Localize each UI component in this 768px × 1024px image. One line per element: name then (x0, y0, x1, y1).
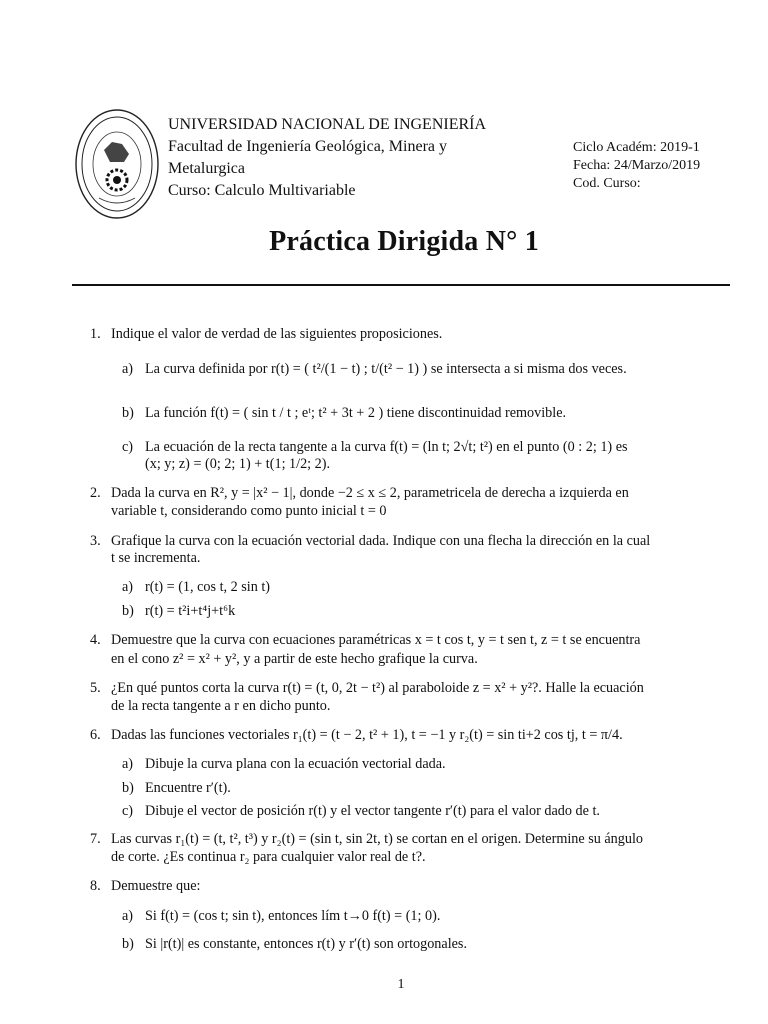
problem-text: r(t) = (1, cos t, 2 sin t) (145, 579, 271, 595)
problem-text: La curva definida por r(t) = ( t²/(1 − t) ; t/(t² − 1) ) se intersecta a si misma dos veces. (145, 361, 627, 377)
problem-text: en el cono z² = x² + y², y a partir de este hecho grafique la curva. (111, 651, 478, 667)
problem-text: de corte. ¿Es continua r₂ para cualquier valor real de t?. (111, 849, 426, 865)
problem-number: b) (122, 936, 134, 952)
problem-text: variable t, considerando como punto inicial t = 0 (111, 503, 387, 519)
problem-number: a) (122, 756, 134, 772)
problem-number: 2. (90, 485, 101, 501)
problem-text: Demuestre que: (111, 878, 201, 894)
problem-text: Las curvas r₁(t) = (t, t², t³) y r₂(t) = (sin t, sin 2t, t) se cortan en el origen. Determine su ángulo (111, 831, 644, 847)
university-seal-logo (74, 108, 160, 220)
problem-text: Demuestre que la curva con ecuaciones paramétricas x = t cos t, y = t sen t, z = t se encuentra (111, 632, 641, 648)
problem-number: a) (122, 579, 134, 595)
course-name: Curso: Calculo Multivariable (168, 182, 356, 199)
problem-number: 7. (90, 831, 101, 847)
problem-text: Indique el valor de verdad de las siguientes proposiciones. (111, 326, 443, 342)
problem-number: a) (122, 908, 134, 924)
problem-text: Dibuje la curva plana con la ecuación vectorial dada. (145, 756, 446, 772)
problem-number: 5. (90, 680, 101, 696)
problem-text: (x; y; z) = (0; 2; 1) + t(1; 1/2; 2). (145, 456, 331, 472)
problem-number: c) (122, 803, 134, 819)
problem-number: 6. (90, 727, 101, 743)
problem-number: c) (122, 439, 134, 455)
problem-text: Encuentre r′(t). (145, 780, 231, 796)
problem-number: 1. (90, 326, 101, 342)
cod-curso: Cod. Curso: (573, 176, 641, 191)
problem-text: Si f(t) = (cos t; sin t), entonces lím t→0 f(t) = (1; 0). (145, 908, 441, 924)
ciclo: Ciclo Académ: 2019-1 (573, 140, 700, 155)
problem-text: Dadas las funciones vectoriales r₁(t) = (t − 2, t² + 1), t = −1 y r₂(t) = sin ti+2 cos tj, t = π/4. (111, 727, 623, 743)
fecha: Fecha: 24/Marzo/2019 (573, 158, 701, 173)
problem-number: a) (122, 361, 134, 377)
problem-text: de la recta tangente a r en dicho punto. (111, 698, 331, 714)
problem-number: 8. (90, 878, 101, 894)
university-name: UNIVERSIDAD NACIONAL DE INGENIERÍA (168, 116, 487, 133)
title-rule (72, 284, 730, 286)
faculty-line-1: Facultad de Ingeniería Geológica, Minera y (168, 138, 447, 155)
problem-number: b) (122, 603, 134, 619)
page-title: Práctica Dirigida N° 1 (269, 226, 539, 257)
problem-number: 3. (90, 533, 101, 549)
problem-text: Dibuje el vector de posición r(t) y el vector tangente r′(t) para el valor dado de t. (145, 803, 600, 819)
problem-text: Si |r(t)| es constante, entonces r(t) y r′(t) son ortogonales. (145, 936, 468, 952)
problem-text: Grafique la curva con la ecuación vectorial dada. Indique con una flecha la dirección en la cual (111, 533, 651, 549)
problem-text: t se incrementa. (111, 550, 201, 566)
page-number: 1 (397, 977, 405, 992)
faculty-line-2: Metalurgica (168, 160, 246, 177)
problem-number: 4. (90, 632, 101, 648)
problem-text: La función f(t) = ( sin t / t ; eᵗ; t² + 3t + 2 ) tiene discontinuidad removible. (145, 405, 567, 421)
problem-text: ¿En qué puntos corta la curva r(t) = (t, 0, 2t − t²) al paraboloide z = x² + y²?. Halle la ecuación (111, 680, 644, 696)
problem-text: La ecuación de la recta tangente a la curva f(t) = (ln t; 2√t; t²) en el punto (0 : 2; 1) es (145, 439, 628, 455)
problem-text: r(t) = t²i+t⁴j+t⁶k (145, 603, 236, 619)
problem-text: Dada la curva en R², y = |x² − 1|, donde −2 ≤ x ≤ 2, parametricela de derecha a izquierda en (111, 485, 629, 501)
problem-number: b) (122, 405, 134, 421)
problem-number: b) (122, 780, 134, 796)
